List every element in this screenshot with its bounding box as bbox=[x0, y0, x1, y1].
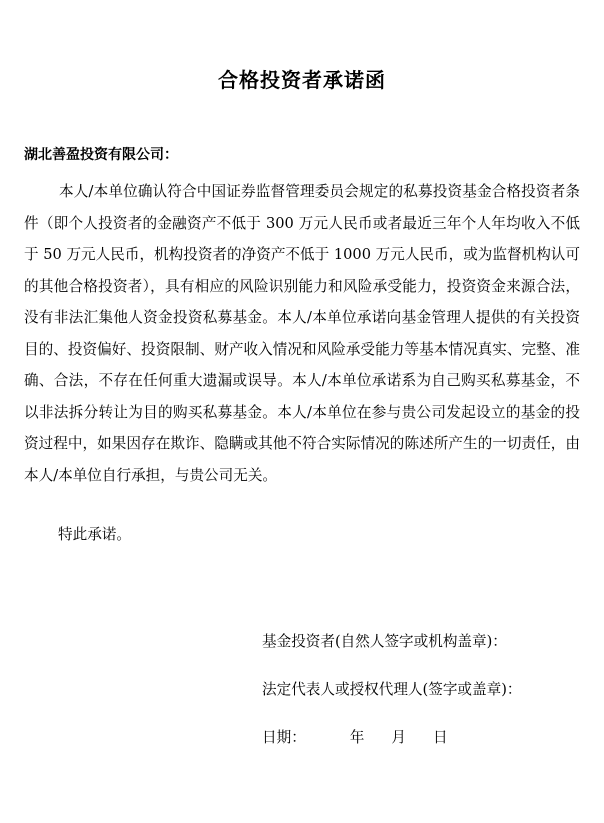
addressee: 湖北善盈投资有限公司： bbox=[24, 147, 178, 163]
investor-signature-label: 基金投资者(自然人签字或机构盖章)： bbox=[262, 633, 507, 650]
commitment-body: 本人/本单位确认符合中国证券监督管理委员会规定的私募投资基金合格投资者条件（即个人投资者的金融资产不低于 300 万元人民币或者最近三年个人年均收入不低于 50 万元人民币，机构投资者的净资产不低于 1000 万元人民币，或为监督机构认可的其他合格投资者），具有相应的风险识别能力和风险承受能力，投资资金来源合法，没有非法汇集他人资金投资私募基金。本人/本单位承诺向基金管理人提供的有关投资目的、投资偏好、投资限制、财产收入情况和风险承受能力等基本情况真实、完整、准确、合法，不存在任何重大遗漏或误导。本人/本单位承诺系为自己购买私募基金，不以非法拆分转让为目的购买私募基金。本人/本单位在参与贵公司发起设立的基金的投资过程中，如果因存在欺诈、隐瞒或其他不符合实际情况的陈述所产生的一切责任，由本人/本单位自行承担，与贵公司无关。 bbox=[24, 183, 580, 484]
closing-statement: 特此承诺。 bbox=[58, 526, 131, 543]
date-day: 日 bbox=[433, 729, 448, 746]
date-month: 月 bbox=[391, 729, 407, 746]
document-title: 合格投资者承诺函 bbox=[218, 68, 386, 92]
representative-signature-label: 法定代表人或授权代理人(签字或盖章)： bbox=[262, 681, 522, 698]
date-label: 日期： bbox=[262, 729, 306, 746]
date-line bbox=[262, 725, 448, 751]
date-year: 年 bbox=[349, 729, 365, 746]
